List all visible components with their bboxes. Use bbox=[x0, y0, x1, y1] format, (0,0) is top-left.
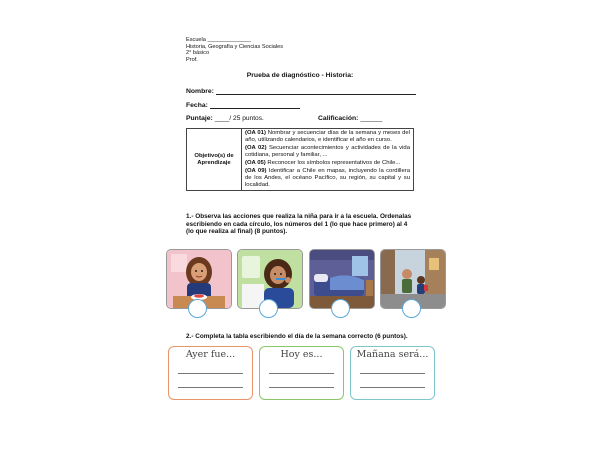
grade-line: 2° básico bbox=[186, 50, 210, 57]
school-line: Escuela ______________ bbox=[186, 37, 252, 43]
question-2-text: 2.- Completa la tabla escribiendo el día de la semana correcto (6 puntos). bbox=[186, 333, 408, 340]
objectives-list bbox=[242, 129, 414, 191]
yesterday-box[interactable] bbox=[168, 346, 253, 400]
school-header bbox=[186, 37, 283, 63]
subject-line: Historia, Geografía y Ciencias Sociales bbox=[186, 43, 284, 50]
objective-item: (OA 05) Reconocer los símbolos representativos de Chile... bbox=[245, 160, 401, 166]
score-label: Puntaje: bbox=[186, 115, 213, 122]
grade-value: ______ bbox=[360, 115, 383, 122]
today-box[interactable] bbox=[259, 346, 344, 400]
score-value: ____/ 25 puntos. bbox=[214, 115, 264, 122]
date-field[interactable] bbox=[186, 101, 300, 109]
answer-line bbox=[178, 387, 243, 388]
today-label: Hoy es... bbox=[280, 349, 323, 360]
order-circle-2[interactable] bbox=[259, 299, 278, 318]
name-label: Nombre: bbox=[186, 88, 214, 95]
date-label: Fecha: bbox=[186, 102, 208, 109]
objective-item: (OA 01) Nombrar y secuenciar días de la semana y meses del año, utilizando calendarios, e identificar el año en curso. bbox=[245, 130, 411, 143]
answer-line bbox=[360, 373, 425, 374]
answer-line bbox=[178, 373, 243, 374]
order-circle-1[interactable] bbox=[188, 299, 207, 318]
name-field[interactable] bbox=[186, 87, 416, 95]
score-field bbox=[186, 115, 264, 122]
objectives-table bbox=[186, 128, 414, 191]
question-1-text: 1.- Observa las acciones que realiza la niña para ir a la escuela. Ordenalas escribiendo en cada círculo, los números del 1 (lo que hace primero) al 4 (lo que realiza al final) (8 puntos). bbox=[186, 213, 412, 236]
order-circle-3[interactable] bbox=[331, 299, 350, 318]
tomorrow-label: Mañana será... bbox=[356, 349, 429, 360]
name-blank[interactable] bbox=[216, 87, 416, 95]
page-title: Prueba de diagnóstico - Historia: bbox=[246, 72, 354, 79]
answer-line bbox=[269, 373, 334, 374]
tomorrow-box[interactable] bbox=[350, 346, 435, 400]
order-circle-4[interactable] bbox=[402, 299, 421, 318]
yesterday-label: Ayer fue... bbox=[185, 349, 236, 360]
objective-item: (OA 02) Secuenciar acontecimientos y actividades de la vida cotidiana, personal y familiar, ... bbox=[245, 145, 410, 158]
date-blank[interactable] bbox=[210, 101, 300, 109]
grade-label: Calificación: bbox=[318, 115, 359, 122]
teacher-line: Prof. bbox=[186, 56, 198, 63]
grade-field bbox=[318, 115, 382, 122]
objective-item: (OA 09) Identificar a Chile en mapas, incluyendo la cordillera de los Andes, el océano Pacífico, su región, su capital y su localidad. bbox=[245, 168, 411, 188]
answer-line bbox=[269, 387, 334, 388]
objectives-label: Objetivo(s) de Aprendizaje bbox=[187, 129, 242, 191]
answer-line bbox=[360, 387, 425, 388]
